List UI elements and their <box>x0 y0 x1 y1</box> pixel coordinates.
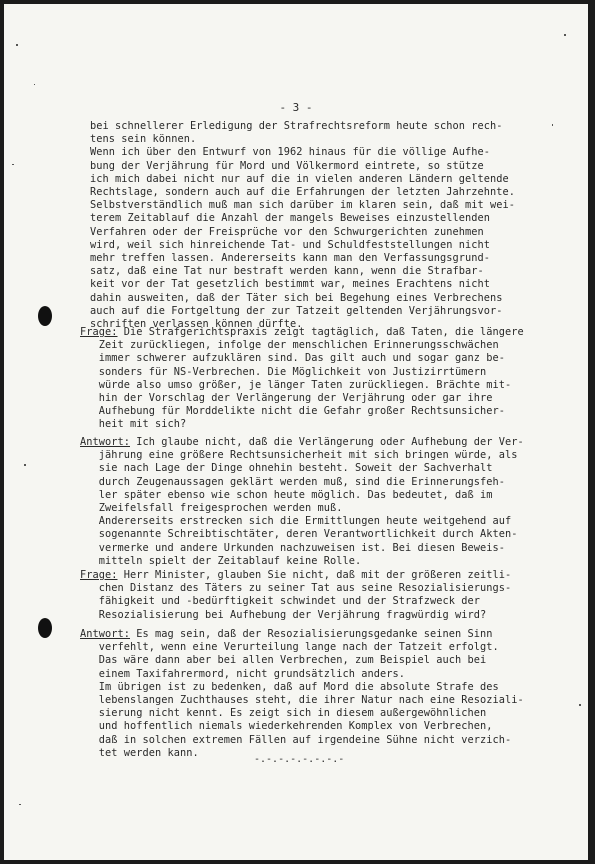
page-number: - 3 - <box>279 101 313 114</box>
text-line: sogenannte Schreibtischtäter, deren Verantwortlichkeit durch Akten- <box>80 528 518 541</box>
text-line: fähigkeit und -bedürftigkeit schwindet und der Strafzweck der <box>80 595 480 608</box>
text-line: bei schnellerer Erledigung der Strafrechtsreform heute schon rech- <box>90 120 503 132</box>
speck <box>564 34 566 36</box>
text-line: und hoffentlich niemals wiederkehrenden Komplex von Verbrechen, <box>80 720 493 733</box>
text-line: sierung nicht kennt. Es zeigt sich in diesem außergewöhnlichen <box>80 707 487 720</box>
end-divider: -.-.-.-.-.-.-.- <box>254 754 345 765</box>
text-line: Verfahren oder der Freisprüche vor den Schwurgerichten zunehmen <box>90 225 484 238</box>
text-line: Aufhebung für Morddelikte nicht die Gefahr großer Rechtsunsicher- <box>80 405 505 418</box>
text-line: satz, daß eine Tat nur bestraft werden kann, wenn die Strafbar- <box>90 265 484 278</box>
text-line: bung der Verjährung für Mord und Völkermord eintrete, so stütze <box>90 159 484 172</box>
speck <box>579 704 581 706</box>
speck <box>34 84 35 85</box>
text-line: Rechtslage, sondern auch auf die Erfahrungen der letzten Jahrzehnte. <box>90 186 515 199</box>
text-line: Zweifelsfall freigesprochen werden muß. <box>80 502 343 515</box>
text-line: wird, weil sich hinreichende Tat- und Schuldfeststellungen nicht <box>90 238 490 251</box>
text-line: jährung eine größere Rechtsunsicherheit mit sich bringen würde, als <box>80 449 518 462</box>
speck <box>12 164 14 165</box>
text-line: ich mich dabei nicht nur auf die in vielen anderen Ländern geltende <box>90 172 509 185</box>
text-line: Selbstverständlich muß man sich darüber im klaren sein, daß mit wei- <box>90 199 515 212</box>
text-line: terem Zeitablauf die Anzahl der mangels Beweises einzustellenden <box>90 212 490 225</box>
text-line: lebenslangen Zuchthauses steht, die ihrer Natur nach eine Resoziali- <box>80 694 524 707</box>
text-line: Antwort: Ich glaube nicht, daß die Verlängerung oder Aufhebung der Ver- <box>80 436 524 448</box>
text-line: hin der Vorschlag der Verlängerung der Verjährung oder gar ihre <box>80 392 493 405</box>
text-line: chen Distanz des Täters zu seiner Tat aus seine Resozialisierungs- <box>80 582 512 595</box>
speck <box>552 124 553 126</box>
text-line: Das wäre dann aber bei allen Verbrechen, zum Beispiel auch bei <box>80 654 487 667</box>
punch-hole <box>38 618 52 638</box>
paragraph-intro <box>90 120 515 331</box>
text-line: Frage: Herr Minister, glauben Sie nicht, daß mit der größeren zeitli- <box>80 569 512 581</box>
text-line: Antwort: Es mag sein, daß der Resozialisierungsgedanke seinen Sinn <box>80 628 493 640</box>
text-line: mitteln spielt der Zeitablauf keine Rolle. <box>80 554 362 567</box>
text-line: einem Taxifahrermord, nicht grundsätzlich anders. <box>80 667 405 680</box>
text-line: Im übrigen ist zu bedenken, daß auf Mord die absolute Strafe des <box>80 680 499 693</box>
speaker-label: Frage: <box>80 326 118 338</box>
text-line: tet werden kann. <box>80 746 199 759</box>
text-line: schriften verlassen können dürfte. <box>90 318 303 331</box>
text-line: Zeit zurückliegen, infolge der menschlichen Erinnerungsschwächen <box>80 339 499 352</box>
document-page <box>4 4 588 860</box>
text-line: heit mit sich? <box>80 418 187 431</box>
speck <box>19 804 21 805</box>
text-line: tens sein können. <box>90 133 197 146</box>
punch-hole <box>38 306 52 326</box>
speaker-label: Antwort: <box>80 628 130 640</box>
text-line: durch Zeugenaussagen geklärt werden muß, sind die Erinnerungsfeh- <box>80 475 505 488</box>
text-line: verfehlt, wenn eine Verurteilung lange nach der Tatzeit erfolgt. <box>80 641 499 654</box>
text-line: vermerke und andere Urkunden nachzuweisen ist. Bei diesen Beweis- <box>80 541 505 554</box>
speck <box>24 464 26 466</box>
speck <box>16 44 18 46</box>
paragraph-antwort-1 <box>80 436 524 568</box>
speaker-label: Antwort: <box>80 436 130 448</box>
text-line: Frage: Die Strafgerichtspraxis zeigt tagtäglich, daß Taten, die längere <box>80 326 524 338</box>
paragraph-frage-1 <box>80 326 524 432</box>
text-line: sonders für NS-Verbrechen. Die Möglichkeit von Justizirrtümern <box>80 365 487 378</box>
text-line: Wenn ich über den Entwurf von 1962 hinaus für die völlige Aufhe- <box>90 146 490 159</box>
text-line: Andererseits erstrecken sich die Ermittlungen heute weitgehend auf <box>80 515 512 528</box>
speaker-label: Frage: <box>80 569 118 581</box>
text-line: würde also umso größer, je länger Taten zurückliegen. Brächte mit- <box>80 378 512 391</box>
text-line: immer schwerer aufzuklären sind. Das gilt auch und sogar ganz be- <box>80 352 505 365</box>
text-line: auch auf die Fortgeltung der zur Tatzeit geltenden Verjährungsvor- <box>90 304 503 317</box>
text-line: dahin ausweiten, daß der Täter sich bei Begehung eines Verbrechens <box>90 291 503 304</box>
text-line: sie nach Lage der Dinge ohnehin besteht. Soweit der Sachverhalt <box>80 462 493 475</box>
paragraph-frage-2 <box>80 569 511 622</box>
text-line: mehr treffen lassen. Andererseits kann man den Verfassungsgrund- <box>90 252 490 265</box>
text-line: daß in solchen extremen Fällen auf irgendeine Sühne nicht verzich- <box>80 733 512 746</box>
text-line: Resozialisierung bei Aufhebung der Verjährung fragwürdig wird? <box>80 608 487 621</box>
paragraph-antwort-2 <box>80 628 524 760</box>
text-line: ler später ebenso wie schon heute möglich. Das bedeutet, daß im <box>80 488 493 501</box>
text-line: keit vor der Tat gesetzlich bestimmt war, meines Erachtens nicht <box>90 278 490 291</box>
